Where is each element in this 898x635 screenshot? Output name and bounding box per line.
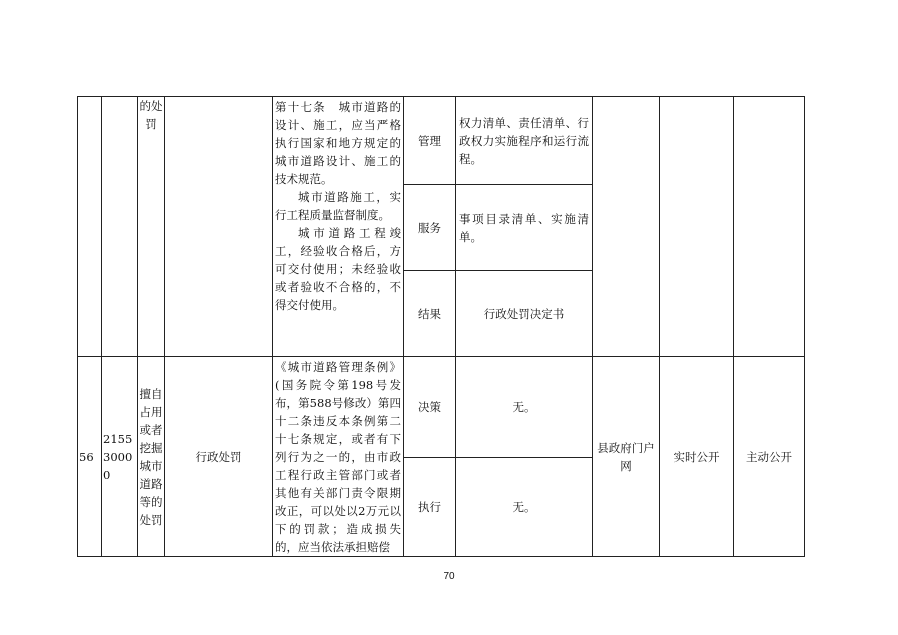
method-cell: 主动公开 — [734, 357, 805, 557]
item-name-cell: 的处罚 — [138, 97, 165, 357]
legal-basis-paragraph: 第十七条 城市道路的设计、施工，应当严格执行国家和地方规定的城市道路设计、施工的技术规范。 — [275, 100, 401, 186]
category-cell: 行政处罚 — [165, 357, 273, 557]
disclosure-table — [77, 96, 805, 557]
category-cell — [165, 97, 273, 357]
disclosure-content-cell: 事项目录清单、实施清单。 — [456, 185, 593, 271]
legal-basis-cell — [273, 97, 404, 357]
item-code-cell — [102, 97, 138, 357]
timing-cell — [660, 97, 734, 357]
item-name-cell: 擅自占用或者挖掘城市道路等的处罚 — [138, 357, 165, 557]
stage-cell: 决策 — [404, 357, 456, 458]
disclosure-content-cell: 无。 — [456, 457, 593, 556]
stage-cell: 管理 — [404, 97, 456, 185]
row-number-cell: 56 — [78, 357, 102, 557]
legal-basis-paragraph: 《城市道路管理条例》(国务院令第198号发布，第588号修改）第四十二条违反本条例第二十七条规定，或者有下列行为之一的，由市政工程行政主管部门或者其他有关部门责令限期改正，可以处以2万元以下的罚款；造成损失的，应当依法承担赔偿 — [275, 360, 401, 554]
disclosure-content-cell: 权力清单、责任清单、行政权力实施程序和运行流程。 — [456, 97, 593, 185]
item-code-cell: 215530000 — [102, 357, 138, 557]
stage-cell: 服务 — [404, 185, 456, 271]
legal-basis-paragraph: 城市道路工程竣工，经验收合格后，方可交付使用；未经验收或者验收不合格的，不得交付使用。 — [275, 226, 401, 312]
table-row — [78, 97, 805, 185]
page-number: 70 — [443, 571, 455, 582]
timing-cell: 实时公开 — [660, 357, 734, 557]
stage-cell: 执行 — [404, 457, 456, 556]
channel-cell: 县政府门户网 — [593, 357, 660, 557]
legal-basis-paragraph: 城市道路施工，实行工程质量监督制度。 — [275, 190, 401, 222]
stage-cell: 结果 — [404, 271, 456, 357]
table-row — [78, 357, 805, 458]
row-number-cell — [78, 97, 102, 357]
disclosure-content-cell: 无。 — [456, 357, 593, 458]
method-cell — [734, 97, 805, 357]
legal-basis-cell — [273, 357, 404, 557]
channel-cell — [593, 97, 660, 357]
disclosure-content-cell: 行政处罚决定书 — [456, 271, 593, 357]
